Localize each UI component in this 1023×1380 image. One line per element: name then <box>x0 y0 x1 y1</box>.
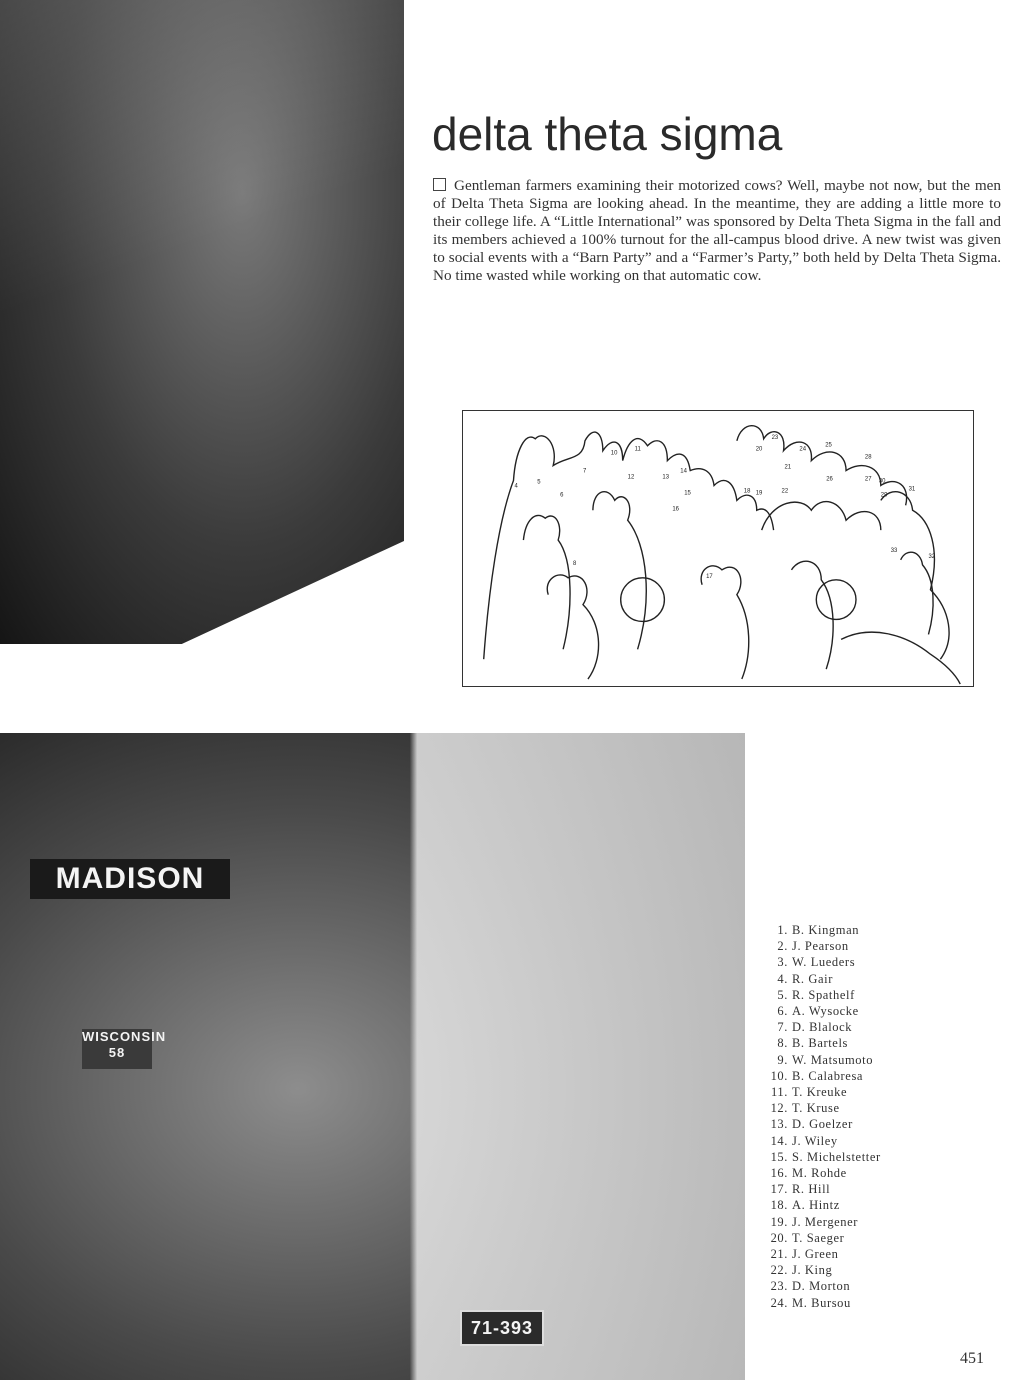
page-title: delta theta sigma <box>432 108 783 160</box>
list-item: 15. S. Michelstetter <box>770 1149 881 1164</box>
diagram-outlines <box>463 411 973 686</box>
list-item: 7. D. Blalock <box>777 1020 853 1035</box>
list-item: 5. R. Spathelf <box>777 987 855 1002</box>
list-item: 18. A. Hintz <box>770 1198 840 1213</box>
list-item: 21. J. Green <box>770 1247 839 1262</box>
wisconsin-sweatshirt: WISCONSIN 58 <box>82 1029 152 1069</box>
diagram-number: 14 <box>680 468 687 475</box>
list-item: 8. B. Bartels <box>777 1036 848 1051</box>
diagram-number: 23 <box>771 434 779 441</box>
diagram-number: 4 <box>514 483 518 490</box>
article-text: Gentleman farmers examining their motorized cows? Well, maybe not now, but the men of Delta Theta Sigma are looking ahead. In the meantime, they are adding a little more to their college life. A “Little International” was sponsored by Delta Theta Sigma in the fall and its members achieved a 100% turnout for the all-campus blood drive. A new twist was given to social events with a “Barn Party” and a “Farmer’s Party,” both held by Delta Theta Sigma. No time wasted while working on that automatic cow. <box>433 177 1001 284</box>
diagram-number: 25 <box>825 442 832 449</box>
list-item: 20. T. Saeger <box>770 1230 845 1245</box>
list-item: 4. R. Gair <box>777 971 833 986</box>
list-item: 10. B. Calabresa <box>770 1068 864 1083</box>
photo-group-with-car <box>0 733 745 1380</box>
diagram-number: 17 <box>706 573 713 580</box>
license-plate: 71-393 <box>460 1310 544 1346</box>
diagram-number: 24 <box>799 446 807 453</box>
list-item: 12. T. Kruse <box>770 1101 840 1116</box>
diagram-number: 29 <box>880 492 888 499</box>
list-item: 13. D. Goelzer <box>770 1117 853 1132</box>
list-item: 17. R. Hill <box>770 1182 831 1197</box>
diagram-number: 13 <box>662 474 670 481</box>
list-item: 6. A. Wysocke <box>777 1004 859 1019</box>
diagram-number-labels <box>514 435 935 580</box>
diagram-number: 16 <box>672 506 679 513</box>
diagram-number: 5 <box>537 479 541 486</box>
list-item: 23. D. Morton <box>770 1279 851 1294</box>
diagram-number: 8 <box>573 560 577 567</box>
diagram-number: 19 <box>755 490 763 497</box>
diagram-number: 11 <box>634 446 641 453</box>
list-item: 2. J. Pearson <box>777 939 849 954</box>
names-list <box>760 922 881 1311</box>
list-item: 9. W. Matsumoto <box>777 1052 874 1067</box>
list-item: 22. J. King <box>770 1263 833 1278</box>
diagram-number: 6 <box>560 492 564 499</box>
figure-outlines <box>484 426 961 684</box>
diagram-number: 7 <box>582 468 587 475</box>
list-item: 19. J. Mergener <box>770 1214 859 1229</box>
diagram-number: 31 <box>908 486 916 493</box>
diagram-number: 33 <box>890 547 898 554</box>
list-item: 24. M. Bursou <box>770 1295 851 1310</box>
diagram-number: 18 <box>743 488 751 495</box>
diagram-number: 10 <box>610 450 618 457</box>
diagram-number: 26 <box>826 476 833 483</box>
list-item: 3. W. Lueders <box>777 955 856 970</box>
madison-sign: MADISON <box>30 859 230 899</box>
diagram-number: 22 <box>781 488 789 495</box>
identification-diagram <box>462 410 974 687</box>
list-item: 1. B. Kingman <box>777 923 860 937</box>
diagram-number: 20 <box>755 446 763 453</box>
photo-men-with-tractor <box>0 0 404 644</box>
diagram-number: 32 <box>928 553 936 560</box>
list-item: 14. J. Wiley <box>770 1133 838 1148</box>
list-item: 11. T. Kreuke <box>771 1085 848 1100</box>
diagram-number: 15 <box>684 490 691 497</box>
list-item: 16. M. Rohde <box>770 1166 847 1181</box>
page-number: 451 <box>960 1350 984 1367</box>
diagram-number: 21 <box>784 464 792 471</box>
checkbox-bullet-icon <box>433 178 446 191</box>
diagram-number: 27 <box>864 476 872 483</box>
diagram-number: 12 <box>627 474 635 481</box>
diagram-number: 30 <box>878 478 886 485</box>
diagram-number: 28 <box>864 454 872 461</box>
article-paragraph <box>433 177 1001 285</box>
